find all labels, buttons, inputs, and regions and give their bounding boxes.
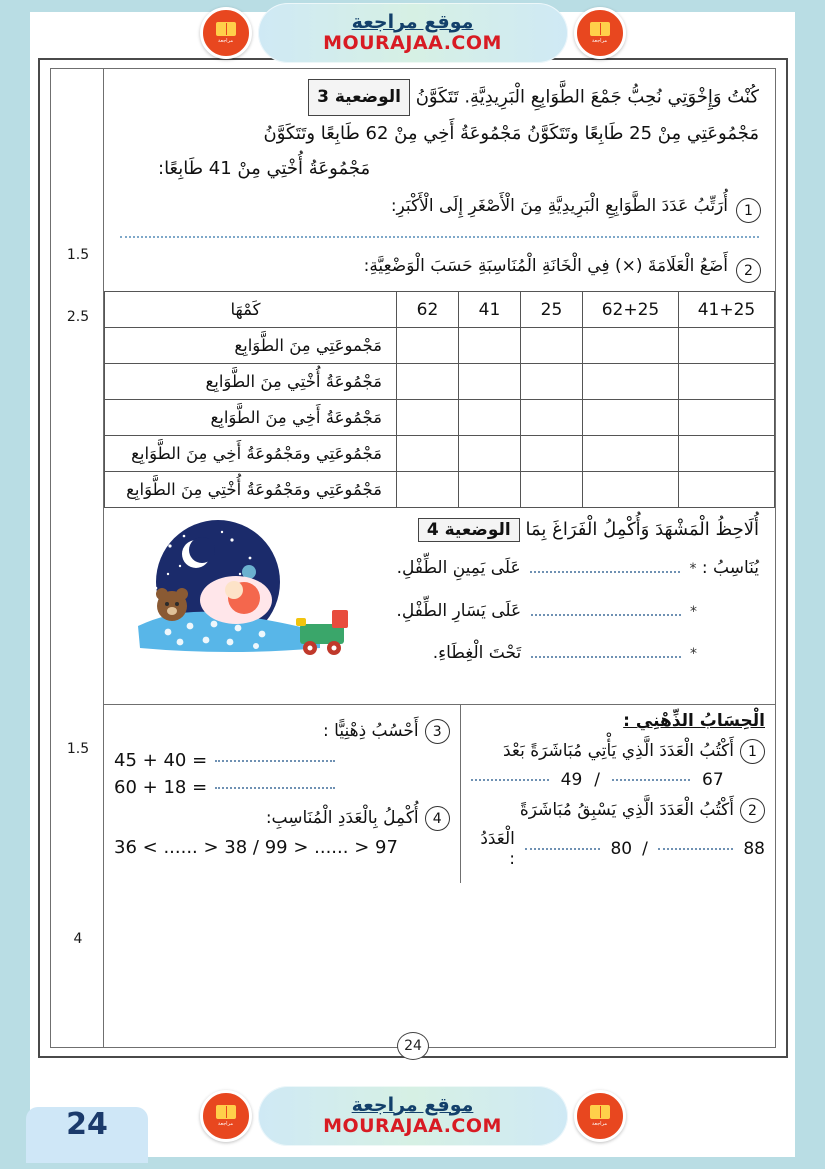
table-cell-check[interactable] [459,364,521,400]
table-row[interactable] [105,472,775,508]
table-header-cell: 25 [521,292,583,328]
answer-line-s3-q1[interactable] [120,235,759,238]
mental-q2-value-2: 80 [610,839,633,860]
table-cell-check[interactable] [521,364,583,400]
table-cell-check[interactable] [521,436,583,472]
table-header-cell: 41 [459,292,521,328]
table-header-cell: 41+25 [679,292,775,328]
situation3-line3: مَجْمُوعَةُ أُخْتِي مِنْ 41 طَابِعًا: [158,158,371,180]
situation4-text-column [372,508,775,682]
table-cell-check[interactable] [397,436,459,472]
question-number-badge-4: 2 [740,798,765,823]
table-cell-check[interactable] [459,472,521,508]
situation4-item-text-2: عَلَى يَسَارِ الطِّفْلِ. [396,600,522,621]
site-badge-icon-3: مراجعة [574,1090,626,1142]
mark-s3-q2: 2.5 [66,309,90,325]
watermark-line2-bottom: MOURAJAA.COM [323,1114,502,1137]
table-row[interactable] [105,328,775,364]
situation4-prompt-label: يُنَاسِبُ : [701,558,759,579]
table-row[interactable] [105,364,775,400]
mental-op-1-blank[interactable] [215,760,335,762]
site-badge-icon-2: مراجعة [200,7,252,59]
site-badge-icon: مراجعة [574,7,626,59]
table-cell-check[interactable] [679,328,775,364]
situation3-question2 [104,242,775,285]
question-number-badge-6: 4 [425,806,450,831]
table-header-row [105,292,775,328]
night-scene-illustration [110,514,372,666]
mental-left-column [104,705,460,883]
table-cell-check[interactable] [521,400,583,436]
mental-title: الْحِسَابُ الذِّهْنِي : [623,711,765,732]
worksheet-inner-border [50,68,776,1054]
situation3-statement [104,69,775,190]
table-cell-check[interactable] [397,472,459,508]
table-cell-check[interactable] [459,328,521,364]
table-cell-check[interactable] [459,400,521,436]
worksheet-content [104,69,775,1047]
mental-q4-text: أُكْمِلُ بِالْعَدَدِ الْمُنَاسِبِ: [265,807,419,828]
situation3-line1: كُنْتُ وَإِخْوَتِي نُحِبُّ جَمْعَ الطَّوَابِعِ الْبَرِيدِيَّةِ. تَتَكَوَّنُ [415,86,759,108]
situation4-item-1 [372,550,759,587]
table-cell-check[interactable] [679,400,775,436]
blank-input-3[interactable] [531,656,681,658]
mark-mental: 4 [73,931,83,947]
table-row-label: مَجْمُوعَتِي ومَجْمُوعَةُ أُخْتِي مِنَ الطَّوَابِع [105,472,397,508]
mental-op-2-blank[interactable] [215,787,335,789]
mental-slash-2: / [642,839,648,860]
situation4-item-text-3: تَحْتَ الْغِطَاءِ. [432,643,522,664]
mental-calculation-block [104,705,775,883]
stamps-table[interactable] [104,291,775,508]
situation4-heading [372,518,759,542]
table-cell-check[interactable] [583,436,679,472]
situation4-block [104,508,775,704]
mental-q3-text: أَحْسُبُ ذِهْنِيًّا : [323,720,419,741]
mark-s4: 1.5 [66,741,90,757]
question-number-badge: 1 [736,198,761,223]
table-cell-check[interactable] [679,436,775,472]
mental-q1-text: أَكْتُبُ الْعَدَدَ الَّذِي يَأْتِي مُبَاشَرَةً بَعْدَ [502,740,734,761]
situation3-question1-text: أُرَتِّبُ عَدَدَ الطَّوَابِعِ الْبَرِيدِيَّةِ مِنَ الْأَصْغَرِ إِلَى الْأَكْبَرِ: [390,196,728,217]
mental-q3 [114,717,450,744]
bullet-icon: * [690,603,697,620]
bullet-icon: * [690,646,697,663]
mental-q2 [471,796,765,823]
mental-q1 [471,737,765,764]
mental-q4-expression: 36 < ...... > 38 / 99 > ...... > 97 [114,837,398,859]
watermark-line2: MOURAJAA.COM [323,31,502,54]
mental-op-1-text: 45 + 40 = [114,750,208,772]
mental-q2-text: أَكْتُبُ الْعَدَدَ الَّذِي يَسْبِقُ مُبَاشَرَةً [519,799,734,820]
mental-q1-value-1: 67 [702,770,724,791]
table-cell-check[interactable] [459,436,521,472]
table-row-label: مَجْمُوعَتِي ومَجْمُوعَةُ أَخِي مِنَ الطَّوَابِع [105,436,397,472]
mental-q1-blank-1[interactable] [612,779,690,781]
situation3-tag: الوضعية 3 [308,79,410,116]
mental-q4-line[interactable] [114,837,450,858]
blank-input-2[interactable] [531,614,681,616]
situation4-item-3 [372,635,759,672]
watermark-line1-bottom: موقع مراجعة [351,1093,474,1116]
table-cell-check[interactable] [583,328,679,364]
table-cell-check[interactable] [583,472,679,508]
mental-q2-blank-2[interactable] [525,848,601,850]
table-cell-check[interactable] [679,364,775,400]
mental-slash: / [594,770,601,791]
mental-q4 [114,804,450,831]
bullet-icon: * [689,561,697,578]
table-cell-check[interactable] [397,328,459,364]
mental-q1-value-2: 49 [560,770,583,791]
table-header-cell: 62+25 [583,292,679,328]
mental-q1-values [471,770,765,790]
table-row-label: مَجْمُوعَةُ أُخْتِي مِنَ الطَّوَابِع [105,364,397,400]
corner-page-number: 24 [26,1107,148,1163]
question-number-badge-2: 2 [736,258,761,283]
situation4-item-text-1: عَلَى يَمِينِ الطِّفْلِ. [396,558,521,579]
table-header-label: كَمْهَا [105,292,397,328]
situation3-question2-text: أَضَعُ الْعَلَامَةَ (×) فِي الْخَانَةِ الْمُنَاسِبَةِ حَسَبَ الْوَضْعِيَّةِ: [363,256,728,277]
table-row-label: مَجْموعَتِي مِنَ الطَّوَابِع [105,328,397,364]
situation4-tag: الوضعية 4 [418,518,520,542]
mental-op-1 [114,750,450,771]
table-row-label: مَجْمُوعَةُ أَخِي مِنَ الطَّوَابِع [105,400,397,436]
table-cell-check[interactable] [679,472,775,508]
table-cell-check[interactable] [397,400,459,436]
blank-input-1[interactable] [530,571,680,573]
table-cell-check[interactable] [397,364,459,400]
table-row[interactable] [105,400,775,436]
watermark-line1: موقع مراجعة [351,10,474,33]
table-cell-check[interactable] [583,364,679,400]
mental-right-column [460,705,775,883]
table-cell-check[interactable] [583,400,679,436]
scene-svg [110,514,372,666]
table-row[interactable] [105,436,775,472]
question-number-badge-5: 3 [425,719,450,744]
question-number-badge-3: 1 [740,739,765,764]
mental-q2-label: الْعَدَدُ : [480,829,515,870]
table-header-cell: 62 [397,292,459,328]
mental-q1-blank-2[interactable] [471,779,549,781]
stamps-table-wrap [104,285,775,508]
situation4-text: أُلَاحِظُ الْمَشْهَدَ وَأُكْمِلُ الْفَرَاغَ بِمَا [525,519,759,541]
situation4-item-2 [372,593,759,630]
mental-q2-value-1: 88 [743,839,765,860]
table-cell-check[interactable] [521,472,583,508]
situation3-line1-wrap [124,79,759,116]
table-cell-check[interactable] [521,328,583,364]
mental-q2-values [471,829,765,869]
site-badge-icon-4: مراجعة [200,1090,252,1142]
worksheet-sheet [38,58,788,1058]
mental-op-2 [114,777,450,798]
mental-op-2-text: 60 + 18 = [114,777,208,799]
mental-q2-blank-1[interactable] [658,848,734,850]
situation3-question1 [104,190,775,225]
mark-s3-q1: 1.5 [66,247,90,263]
situation3-line2: مَجْمُوعَتِي مِنْ 25 طَابِعًا وتَتَكَوَّنُ مَجْمُوعَةُ أَخِي مِنْ 62 طَابِعًا وتَتَكَوَّنُ [263,123,759,145]
page-number-badge: 24 [397,1032,429,1060]
